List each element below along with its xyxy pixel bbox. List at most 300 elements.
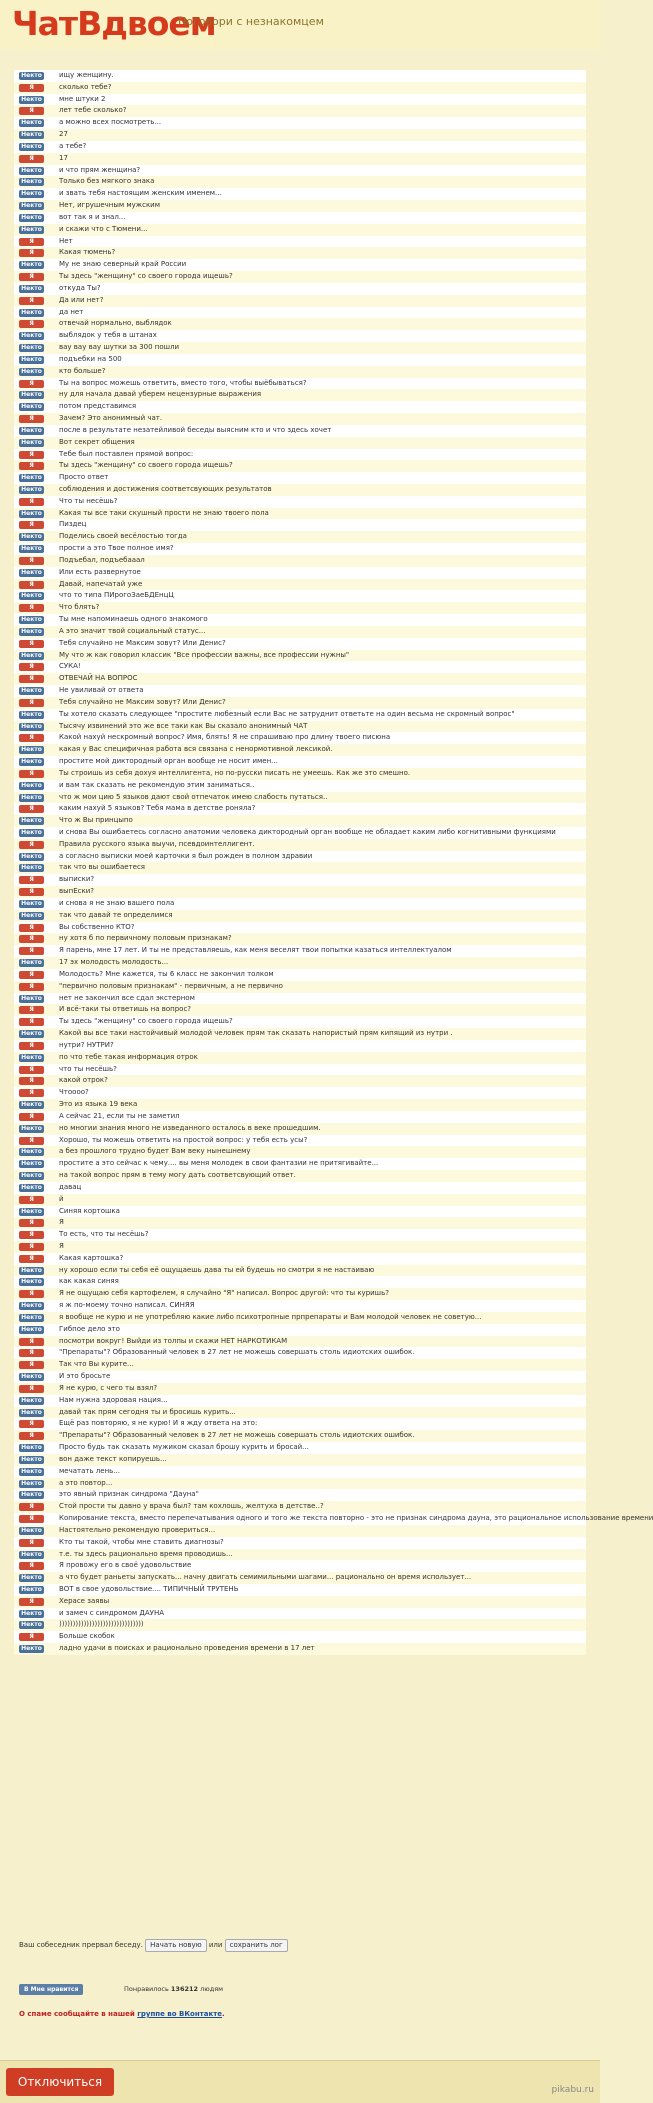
message-text: Вот секрет общения: [59, 437, 135, 446]
stranger-label: Некто: [19, 368, 44, 376]
message-text: Поделись своей весёлостью тогда: [59, 532, 187, 541]
disconnect-button[interactable]: Отключиться: [6, 2068, 114, 2096]
message-text: А сейчас 21, если ты не заметил: [59, 1111, 180, 1120]
me-label: Я: [19, 380, 44, 388]
chat-message: [14, 1584, 586, 1596]
stranger-label: Некто: [19, 309, 44, 317]
chat-message: [14, 1170, 586, 1182]
message-text: 27: [59, 130, 68, 139]
chat-message: [14, 129, 586, 141]
chat-message: [14, 1288, 586, 1300]
chat-message: [14, 1454, 586, 1466]
chat-message: [14, 1501, 586, 1513]
message-text: Что ж Вы принцыпо: [59, 816, 133, 825]
me-label: Я: [19, 415, 44, 423]
stranger-label: Некто: [19, 1456, 44, 1464]
chat-message: [14, 1537, 586, 1549]
message-text: соблюдения и достижения соответсвующих результатов: [59, 484, 272, 493]
message-text: ОТВЕЧАЙ НА ВОПРОС: [59, 674, 138, 683]
chat-message: [14, 413, 586, 425]
chat-message: [14, 1324, 586, 1336]
vk-group-link[interactable]: группе во ВКонтакте: [137, 2010, 223, 2018]
chat-log[interactable]: [14, 70, 653, 2040]
message-text: 17: [59, 153, 68, 162]
message-text: ВОТ в свое удовольствие.... ТИПИЧНЫЙ ТРУТЕНЬ: [59, 1585, 239, 1593]
message-text: Я: [59, 1218, 64, 1227]
stranger-label: Некто: [19, 190, 44, 198]
stranger-label: Некто: [19, 391, 44, 399]
stranger-label: Некто: [19, 1054, 44, 1062]
me-label: Я: [19, 1089, 44, 1097]
stranger-label: Некто: [19, 628, 44, 636]
message-text: подъебки на 500: [59, 354, 122, 363]
chat-message: [14, 661, 586, 673]
message-text: Ты мне напоминаешь одного знакомого: [59, 615, 208, 624]
stranger-label: Некто: [19, 1645, 44, 1653]
chat-message: [14, 449, 586, 461]
stranger-label: Некто: [19, 344, 44, 352]
stranger-label: Некто: [19, 1160, 44, 1168]
me-label: Я: [19, 1243, 44, 1251]
chat-message: [14, 1549, 586, 1561]
stranger-label: Некто: [19, 1468, 44, 1476]
message-text: Вы собственно КТО?: [59, 922, 135, 931]
chat-message: [14, 1075, 586, 1087]
likes-count: 136212: [170, 1985, 199, 1993]
chat-message: [14, 1371, 586, 1383]
message-text: Ты здесь "женщину" со своего города ищешь?: [59, 1017, 233, 1026]
vk-icon: B: [24, 1986, 29, 1993]
message-text: выпЕски?: [59, 887, 94, 896]
watermark: pikabu.ru: [551, 2085, 594, 2095]
chat-message: [14, 1300, 586, 1312]
me-label: Я: [19, 770, 44, 778]
message-text: Синяя кортошка: [59, 1206, 120, 1215]
message-text: Просто будь так сказать мужиком сказал брошу курить и бросай...: [59, 1443, 309, 1452]
message-text: Ты хотело сказать следующее "простите любезный если Вас не затруднит ответьте на один весьма не скромный вопрос": [59, 709, 515, 718]
me-label: Я: [19, 238, 44, 246]
chat-message: [14, 1407, 586, 1419]
message-text: вау вау вау шутки за 300 пошли: [59, 343, 180, 352]
chat-message: [14, 933, 586, 945]
chat-message: [14, 614, 586, 626]
chat-message: [14, 342, 586, 354]
message-text: а без прошлого трудно будет Вам веку нынешнему: [59, 1147, 251, 1156]
chat-message: [14, 247, 586, 259]
stranger-label: Некто: [19, 285, 44, 293]
message-text: как какая синяя: [59, 1277, 119, 1286]
stranger-label: Некто: [19, 1409, 44, 1417]
chat-message: [14, 1253, 586, 1265]
me-label: Я: [19, 1042, 44, 1050]
chat-message: [14, 366, 586, 378]
message-text: ну хорошо если ты себя её ощущаешь дава ты ей будешь но смотри я не настаиваю: [59, 1265, 375, 1274]
chat-message: [14, 709, 586, 721]
me-label: Я: [19, 1598, 44, 1606]
me-label: Я: [19, 1539, 44, 1547]
stranger-label: Некто: [19, 1610, 44, 1618]
stranger-label: Некто: [19, 143, 44, 151]
chat-message: [14, 969, 586, 981]
chat-message: [14, 176, 586, 188]
chat-message: [14, 330, 586, 342]
chat-message: [14, 839, 586, 851]
stranger-label: Некто: [19, 427, 44, 435]
chat-message: [14, 874, 586, 886]
stranger-label: Некто: [19, 723, 44, 731]
me-label: Я: [19, 675, 44, 683]
message-text: И это бросьте: [59, 1372, 111, 1381]
message-text: Я не курю, с чего ты взял?: [59, 1383, 158, 1392]
chat-message: [14, 1336, 586, 1348]
chat-message: [14, 519, 586, 531]
chat-message: [14, 70, 586, 82]
message-text: а можно всех посмотреть...: [59, 118, 162, 127]
stranger-label: Некто: [19, 652, 44, 660]
me-label: Я: [19, 1349, 44, 1357]
message-text: Копирование текста, вместо перепечатывания одного и того же текста повторно - это не признак синдрома дауна, это рациональное использование времени: [59, 1514, 653, 1523]
stranger-label: Некто: [19, 439, 44, 447]
message-text: какая у Вас специфичная работа вся связана с ненормотивной лексикой.: [59, 745, 333, 754]
chat-message: [14, 236, 586, 248]
message-text: Ты здесь "женщину" со своего города ищешь?: [59, 461, 233, 470]
chat-message: [14, 153, 586, 165]
message-text: мечатать лень...: [59, 1466, 120, 1475]
chat-message: [14, 993, 586, 1005]
logo[interactable]: ЧатВдвоем: [12, 4, 216, 43]
chat-message: [14, 437, 586, 449]
me-label: Я: [19, 640, 44, 648]
chat-message: [14, 650, 586, 662]
chat-message: [14, 508, 586, 520]
stranger-label: Некто: [19, 96, 44, 104]
message-text: Какая картошка?: [59, 1253, 124, 1262]
chat-message: [14, 318, 586, 330]
message-text: посмотри вокруг! Выйди из толпы и скажи НЕТ НАРКОТИКАМ: [59, 1336, 288, 1345]
chat-message: [14, 1004, 586, 1016]
or-text: или: [208, 1941, 223, 1949]
message-text: лет тебе сколько?: [59, 106, 127, 115]
save-log-button[interactable]: сохранить лог: [225, 1939, 288, 1952]
me-label: Я: [19, 1633, 44, 1641]
chat-message: [14, 531, 586, 543]
chat-message: [14, 697, 586, 709]
stranger-label: Некто: [19, 758, 44, 766]
chat-message: [14, 1430, 586, 1442]
message-text: простите мой диктородный орган вообще не носит имен...: [59, 757, 278, 766]
chat-message: [14, 756, 586, 768]
chat-message: [14, 1608, 586, 1620]
chat-message: [14, 1158, 586, 1170]
chat-message: [14, 803, 586, 815]
message-text: отвечай нормально, выблядок: [59, 319, 172, 328]
chat-message: [14, 602, 586, 614]
stranger-label: Некто: [19, 1574, 44, 1582]
stranger-label: Некто: [19, 569, 44, 577]
new-chat-button[interactable]: Начать новую: [145, 1939, 206, 1952]
chat-message: [14, 1123, 586, 1135]
message-text: Тысячу извинений это же все таки как Вы сказало анонимный ЧАТ: [59, 721, 308, 730]
message-text: Гибпое дело это: [59, 1324, 120, 1333]
chat-message: [14, 200, 586, 212]
chat-message: [14, 1146, 586, 1158]
stranger-label: Некто: [19, 356, 44, 364]
chat-message: [14, 1052, 586, 1064]
chat-message: [14, 1383, 586, 1395]
stranger-label: Некто: [19, 119, 44, 127]
chat-message: [14, 579, 586, 591]
message-text: Херасе заявы: [59, 1596, 110, 1605]
message-text: что ж мои цию 5 языков дают свой отпечаток имею слабость путаться..: [59, 792, 328, 801]
me-label: Я: [19, 581, 44, 589]
stranger-label: Некто: [19, 817, 44, 825]
message-text: потом представимся: [59, 402, 137, 411]
chat-message: [14, 460, 586, 472]
stranger-label: Некто: [19, 545, 44, 553]
chat-message: [14, 1217, 586, 1229]
chat-message: [14, 1028, 586, 1040]
message-text: и скажи что с Тюмени...: [59, 224, 148, 233]
stranger-label: Некто: [19, 794, 44, 802]
message-text: Тебе был поставлен прямой вопрос:: [59, 449, 194, 458]
me-label: Я: [19, 1385, 44, 1393]
stranger-label: Некто: [19, 131, 44, 139]
message-text: Му что ж как говорил классик "Все профессии важны, все профессии нужны": [59, 650, 350, 659]
message-text: и замеч с синдромом ДАУНА: [59, 1608, 164, 1617]
chat-message: [14, 496, 586, 508]
me-label: Я: [19, 1113, 44, 1121]
message-text: я вообще не курю и не употребляю какие либо психотропные прпрепараты и Вам молодой человек не советую...: [59, 1312, 482, 1321]
chat-message: [14, 1418, 586, 1430]
message-text: сколько тебе?: [59, 82, 112, 91]
message-text: Это из языка 19 века: [59, 1100, 138, 1109]
chat-message: [14, 1478, 586, 1490]
message-text: а согласно выписки моей карточки я был рожден в полном здравии: [59, 851, 313, 860]
message-text: давай так прям сегодня ты и бросишь курить...: [59, 1407, 236, 1416]
header: [0, 0, 600, 50]
message-text: но многии знания много не изведанного осталось в веке прошедшим.: [59, 1123, 321, 1132]
message-text: Какой нахуй нескромный вопрос? Имя, блять! Я не спрашиваю про длину твоего писюна: [59, 733, 391, 742]
stranger-label: Некто: [19, 202, 44, 210]
message-text: что то типа ПИрогоЗаеБДЕнцЦ: [59, 591, 174, 600]
message-text: СУКА!: [59, 662, 81, 671]
message-text: а это повтор...: [59, 1478, 113, 1487]
vk-like-button[interactable]: [19, 1984, 83, 1995]
message-text: Молодость? Мне кажется, ты 6 класс не закончил толком: [59, 969, 274, 978]
message-text: Какая ты все таки скушный прости не знаю твоего пола: [59, 508, 269, 517]
stranger-label: Некто: [19, 332, 44, 340]
message-text: Ты здесь "женщину" со своего города ищешь?: [59, 272, 233, 281]
me-label: Я: [19, 1137, 44, 1145]
stranger-label: Некто: [19, 474, 44, 482]
me-label: Я: [19, 1196, 44, 1204]
me-label: Я: [19, 557, 44, 565]
chat-message: [14, 626, 586, 638]
stranger-label: Некто: [19, 261, 44, 269]
me-label: Я: [19, 935, 44, 943]
chat-message: [14, 827, 586, 839]
message-text: откуда Ты?: [59, 283, 101, 292]
chat-message: [14, 1525, 586, 1537]
chat-message: [14, 945, 586, 957]
stranger-label: Некто: [19, 1444, 44, 1452]
chat-message: [14, 922, 586, 934]
chat-message: [14, 910, 586, 922]
me-label: Я: [19, 1420, 44, 1428]
chat-message: [14, 1182, 586, 1194]
message-text: и вам так сказать не рекомендую этим заниматься..: [59, 780, 255, 789]
spam-text: О спаме сообщайте в нашей: [19, 2010, 135, 2018]
stranger-label: Некто: [19, 403, 44, 411]
stranger-label: Некто: [19, 1326, 44, 1334]
chat-message: [14, 1135, 586, 1147]
message-text: и что прям женщина?: [59, 165, 141, 174]
stranger-label: Некто: [19, 1480, 44, 1488]
message-text: Нет: [59, 236, 73, 245]
chat-message: [14, 378, 586, 390]
message-text: ну для начала давай уберем нецензурные выражения: [59, 390, 262, 399]
stranger-label: Некто: [19, 214, 44, 222]
message-text: Ты на вопрос можешь ответить, вместо того, чтобы выёбываться?: [59, 378, 307, 387]
me-label: Я: [19, 451, 44, 459]
chat-message: [14, 1466, 586, 1478]
stranger-label: Некто: [19, 1278, 44, 1286]
stranger-label: Некто: [19, 995, 44, 1003]
chat-message: [14, 1276, 586, 1288]
message-text: Какой вы все таки настойчивый молодой человек прям так сказать напористый прям кипящий из нутри .: [59, 1029, 453, 1038]
stranger-label: Некто: [19, 510, 44, 518]
message-text: Просто ответ: [59, 473, 109, 482]
stranger-label: Некто: [19, 592, 44, 600]
message-text: нутри? НУТРИ?: [59, 1040, 114, 1049]
message-text: да нет: [59, 307, 84, 316]
me-label: Я: [19, 663, 44, 671]
message-text: что ты несёшь?: [59, 1064, 117, 1073]
message-text: каким нахуй 5 языков? Тебя мама в детстве роняла?: [59, 804, 256, 813]
message-text: Давай, напечатай уже: [59, 579, 143, 588]
chat-message: [14, 1560, 586, 1572]
chat-message: [14, 1206, 586, 1218]
chat-message: [14, 425, 586, 437]
stranger-label: Некто: [19, 167, 44, 175]
me-label: Я: [19, 805, 44, 813]
chat-message: [14, 105, 586, 117]
chat-message: [14, 1016, 586, 1028]
message-text: Я провожу его в своё удовольствие: [59, 1561, 192, 1570]
message-text: вот так я и знал...: [59, 212, 126, 221]
message-text: Стой прости ты давно у врача был? там кохлошь, желтуха в детстве..?: [59, 1502, 324, 1511]
chat-message: [14, 1194, 586, 1206]
me-label: Я: [19, 1338, 44, 1346]
message-text: "первично половым признакам" - первичным, а не первично: [59, 981, 283, 990]
message-text: давац: [59, 1182, 82, 1191]
chat-message: [14, 1087, 586, 1099]
me-label: Я: [19, 983, 44, 991]
vk-like-label: Мне нравится: [30, 1986, 79, 1993]
chat-message: [14, 283, 586, 295]
message-text: ладно удачи в поисках и рационально проведения времени в 17 лет: [59, 1644, 315, 1653]
me-label: Я: [19, 924, 44, 932]
me-label: Я: [19, 84, 44, 92]
chat-message: [14, 638, 586, 650]
stranger-label: Некто: [19, 912, 44, 920]
chat-message: [14, 744, 586, 756]
stranger-label: Некто: [19, 746, 44, 754]
bottom-bar: [0, 2060, 600, 2103]
chat-message: [14, 1347, 586, 1359]
message-text: Только без мягкого знака: [59, 177, 155, 186]
me-label: Я: [19, 297, 44, 305]
chat-message: [14, 555, 586, 567]
me-label: Я: [19, 462, 44, 470]
me-label: Я: [19, 1432, 44, 1440]
stranger-label: Некто: [19, 1314, 44, 1322]
chat-message: [14, 259, 586, 271]
chat-message: [14, 732, 586, 744]
chat-message: [14, 295, 586, 307]
stranger-label: Некто: [19, 533, 44, 541]
message-text: Нет, игрушечным мужским: [59, 201, 161, 210]
chat-message: [14, 188, 586, 200]
me-label: Я: [19, 1503, 44, 1511]
message-text: Я: [59, 1241, 64, 1250]
message-text: ))))))))))))))))))))))))))))))): [59, 1620, 144, 1629]
message-text: а тебе?: [59, 141, 87, 150]
stranger-label: Некто: [19, 1491, 44, 1499]
stranger-label: Некто: [19, 864, 44, 872]
message-text: ищу женщину.: [59, 71, 114, 79]
stranger-label: Некто: [19, 900, 44, 908]
message-text: То есть, что ты несёшь?: [59, 1230, 149, 1239]
stranger-label: Некто: [19, 178, 44, 186]
message-text: и снова Вы ошибаетесь согласно анатомии человека диктородный орган вообще не обладает каким либо когнитивными функциями: [59, 828, 556, 836]
chat-message: [14, 673, 586, 685]
me-label: Я: [19, 888, 44, 896]
chat-message: [14, 484, 586, 496]
message-text: Тебя случайно не Максим зовут? Или Денис?: [59, 638, 226, 647]
chat-message: [14, 354, 586, 366]
message-text: ну хотя б по первичному половым признакам?: [59, 934, 232, 943]
chat-message: [14, 1064, 586, 1076]
chat-message: [14, 1643, 586, 1655]
chat-message: [14, 590, 586, 602]
chat-message: [14, 307, 586, 319]
end-text: Ваш собеседник прервал беседу.: [19, 1941, 143, 1949]
me-label: Я: [19, 249, 44, 257]
chat-message: [14, 1619, 586, 1631]
me-label: Я: [19, 155, 44, 163]
message-text: Что ты несёшь?: [59, 496, 118, 505]
chat-message: [14, 1040, 586, 1052]
chat-message: [14, 1631, 586, 1643]
me-label: Я: [19, 498, 44, 506]
message-text: Я парень, мне 17 лет. И ты не представляешь, как меня веселят твои попытки казаться интеллектуалом: [59, 946, 452, 955]
tagline: Поговори с незнакомцем: [178, 15, 324, 28]
stranger-label: Некто: [19, 1551, 44, 1559]
stranger-label: Некто: [19, 829, 44, 837]
message-text: Кто ты такой, чтобы мне ставить диагнозы?: [59, 1537, 224, 1546]
stranger-label: Некто: [19, 1184, 44, 1192]
chat-message: [14, 1229, 586, 1241]
chat-message: [14, 981, 586, 993]
chat-message: [14, 1442, 586, 1454]
me-label: Я: [19, 1290, 44, 1298]
me-label: Я: [19, 1077, 44, 1085]
chat-message: [14, 862, 586, 874]
chat-message: [14, 886, 586, 898]
chat-message: [14, 957, 586, 969]
chat-message: [14, 1489, 586, 1501]
